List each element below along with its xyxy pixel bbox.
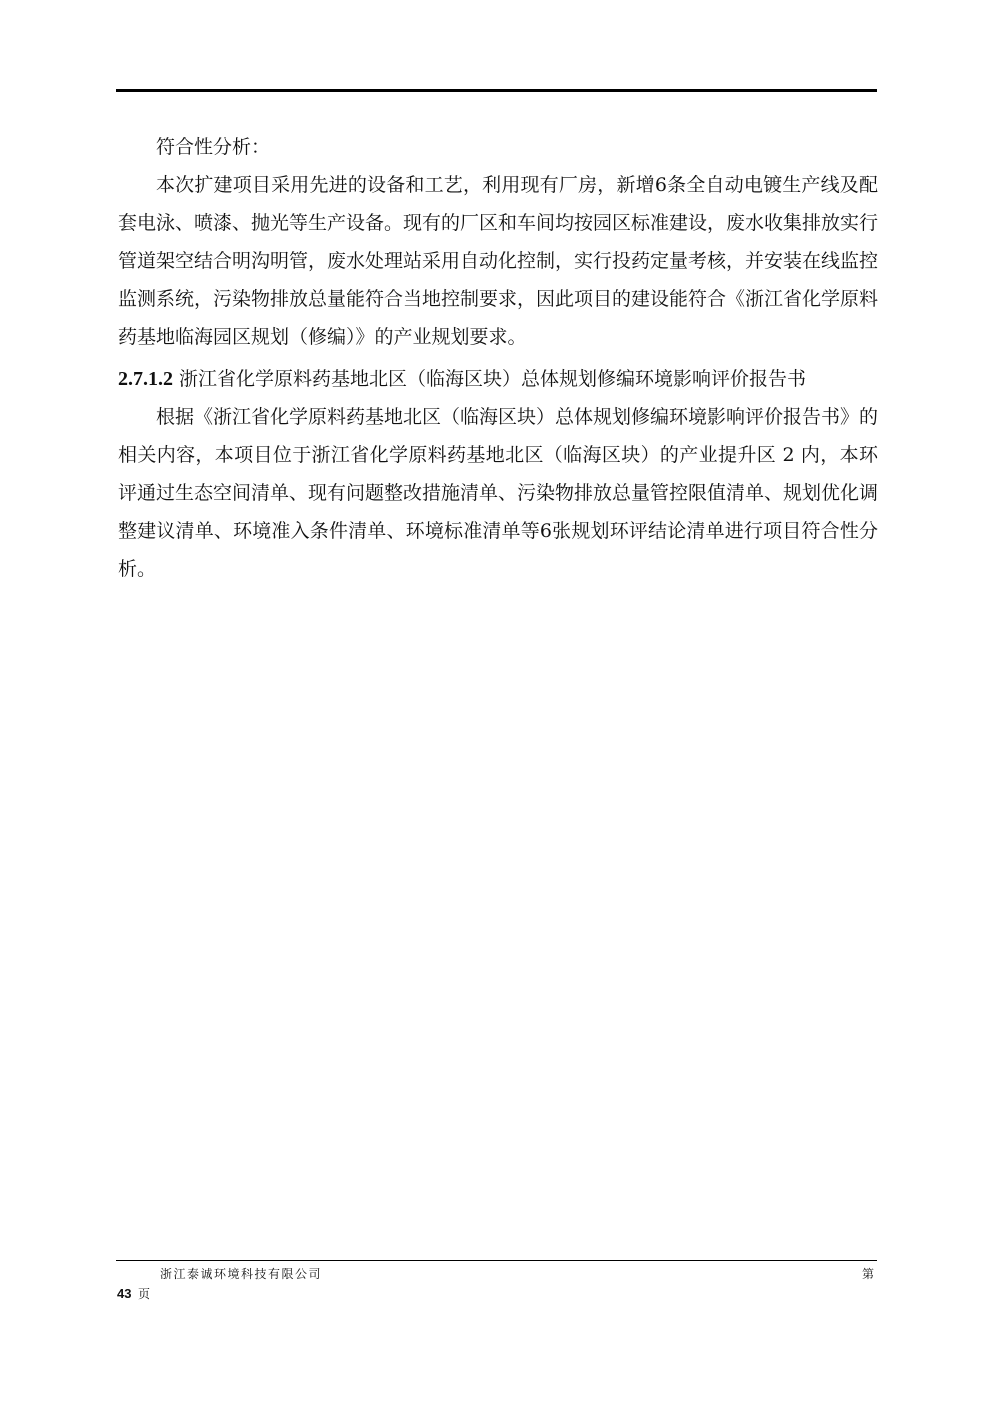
footer-row-top — [116, 1264, 878, 1284]
footer-page-number: 43 — [117, 1286, 132, 1301]
page-footer — [116, 1264, 878, 1304]
paragraph-expansion-analysis: 本次扩建项目采用先进的设备和工艺，利用现有厂房，新增6条全自动电镀生产线及配套电泳、喷漆、抛光等生产设备。现有的厂区和车间均按园区标准建设，废水收集排放实行管道架空结合明沟明管，废水处理站采用自动化控制，实行投药定量考核，并安装在线监控监测系统，污染物排放总量能符合当地控制要求，因此项目的建设能符合《浙江省化学原料药基地临海园区规划（修编）》的产业规划要求。 — [118, 174, 879, 348]
paragraph-conformity-label: 符合性分析： — [156, 136, 271, 158]
footer-page-prefix: 第 — [861, 1267, 874, 1281]
section-number: 2.7.1.2 — [118, 368, 173, 390]
paragraph-planning-eia: 根据《浙江省化学原料药基地北区（临海区块）总体规划修编环境影响评价报告书》的相关内容，本项目位于浙江省化学原料药基地北区（临海区块）的产业提升区 2 内，本环评通过生态空间清单、现有问题整改措施清单、污染物排放总量管控限值清单、规划优化调整建议清单、环境准入条件清单、环境标准清单等6张规划环评结论清单进行项目符合性分析。 — [118, 406, 879, 580]
footer-company: 浙江泰诚环境科技有限公司 — [160, 1267, 323, 1281]
section-title: 浙江省化学原料药基地北区（临海区块）总体规划修编环境影响评价报告书 — [179, 368, 807, 390]
footer-page-suffix: 页 — [138, 1287, 151, 1301]
header-rule — [116, 89, 877, 92]
body-text — [118, 128, 878, 588]
footer-rule — [116, 1260, 877, 1261]
footer-row-bottom — [116, 1284, 878, 1304]
section-heading — [118, 360, 878, 398]
